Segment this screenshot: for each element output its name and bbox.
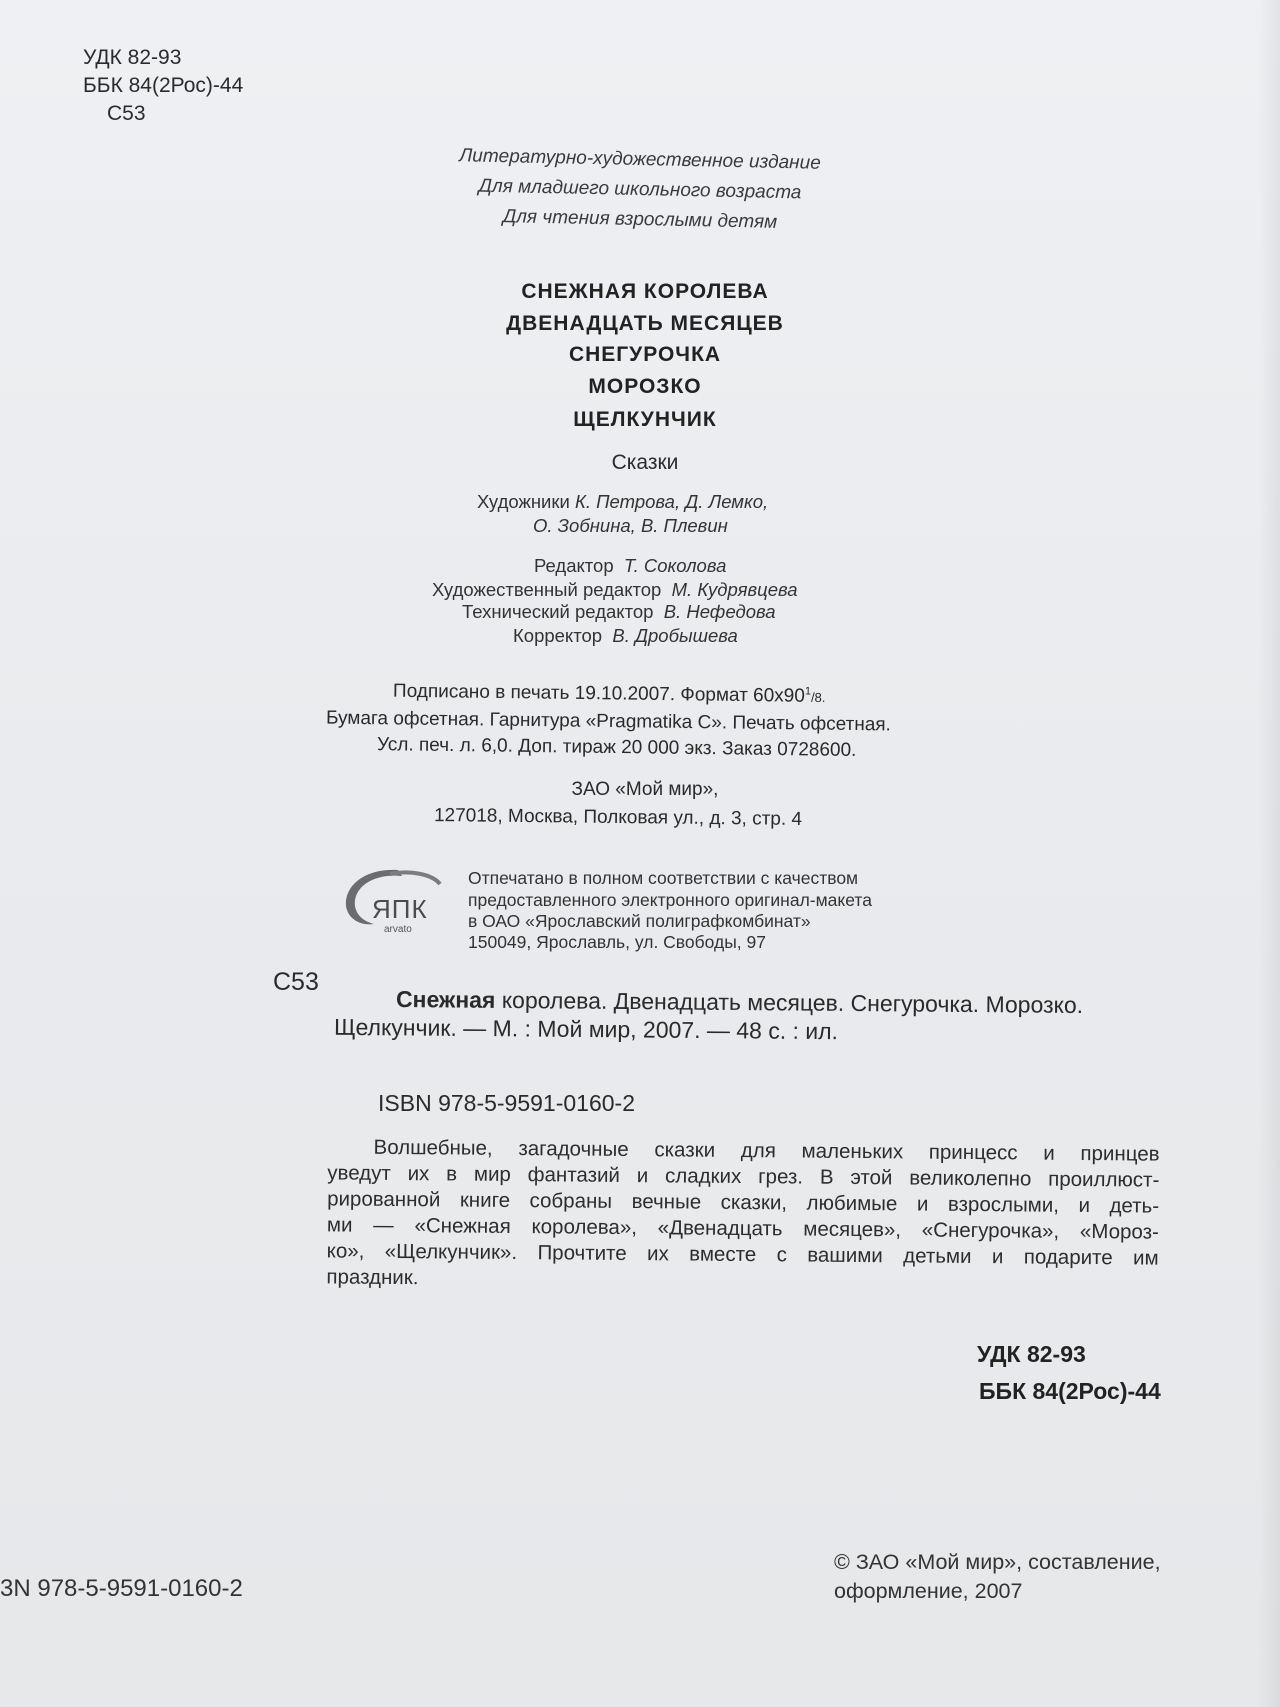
imprint-reading: Для чтения взрослыми детям: [502, 206, 778, 233]
title-snow-queen: СНЕЖНАЯ КОРОЛЕВА: [521, 280, 769, 303]
logo-subtext: arvato: [384, 924, 412, 935]
abstract-line: праздник.: [326, 1265, 419, 1290]
printer-logo: [340, 864, 450, 936]
print-info-line-3: Усл. печ. л. 6,0. Доп. тираж 20 000 экз. Заказ 0728600.: [376, 734, 857, 761]
artists-names-2: О. Зобнина, В. Плевин: [533, 515, 728, 536]
biblio-line-2: Щелкунчик. — М. : Мой мир, 2007. — 48 с. : ил.: [333, 1013, 839, 1045]
title-twelve-months: ДВЕНАДЦАТЬ МЕСЯЦЕВ: [506, 312, 784, 335]
staff-role: Технический редактор: [462, 601, 654, 622]
abstract-line: уведут их в мир фантазий и сладких грез. В этой великолепно проиллюст-: [327, 1161, 1160, 1192]
udk-code-bold: УДК 82-93: [977, 1341, 1086, 1367]
artists-role: Художники: [477, 491, 570, 512]
print-signed: Подписано в печать 19.10.2007. Формат 60х90: [392, 680, 806, 707]
staff-art-editor: [432, 579, 798, 601]
copyright-line-2: оформление, 2007: [834, 1579, 1023, 1603]
staff-name: Т. Соколова: [623, 555, 727, 576]
bbk-code: ББК 84(2Рос)-44: [83, 74, 244, 97]
format-denominator: /8.: [810, 689, 826, 705]
title-nutcracker: ЩЕЛКУНЧИК: [573, 408, 717, 431]
title-morozko: МОРОЗКО: [588, 375, 702, 398]
format-numerator: 1: [804, 685, 812, 698]
publisher-address: 127018, Москва, Полковая ул., д. 3, стр. 4: [433, 805, 803, 830]
biblio-title-rest: королева. Двенадцать месяцев. Снегурочка. Морозко.: [495, 986, 1084, 1018]
page-edge-shadow: [1258, 0, 1280, 1707]
udk-code: УДК 82-93: [83, 46, 182, 69]
printer-line-4: 150049, Ярославль, ул. Свободы, 97: [468, 932, 766, 952]
title-snegurochka: СНЕГУРОЧКА: [568, 343, 722, 366]
biblio-code: С53: [273, 968, 319, 996]
abstract-text: [326, 1134, 1159, 1297]
printer-line-3: в ОАО «Ярославский полиграфкомбинат»: [468, 911, 811, 931]
genre-label: Сказки: [611, 451, 679, 474]
staff-tech-editor: [462, 601, 776, 623]
artists-names-1: К. Петрова, Д. Лемко,: [574, 491, 769, 512]
artists-line-1: [477, 491, 768, 513]
staff-role: Корректор: [513, 625, 603, 646]
author-sign-code: С53: [107, 102, 146, 125]
publisher-name: ЗАО «Мой мир»,: [571, 779, 719, 800]
abstract-line: ко», «Щелкунчик». Прочтите их вместе с вашими детьми и подарите им: [326, 1239, 1159, 1270]
abstract-line: Волшебные, загадочные сказки для маленьких принцесс и принцев: [373, 1135, 1160, 1166]
logo-text: ЯПК: [372, 894, 428, 924]
staff-proofreader: [513, 625, 738, 647]
printer-line-2: предоставленного электронного оригинал-макета: [468, 890, 872, 910]
abstract-line: рированной книге собраны вечные сказки, любимые и взрослыми, и деть-: [327, 1187, 1160, 1218]
bbk-code-bold: ББК 84(2Рос)-44: [979, 1378, 1161, 1404]
staff-name: В. Нефедова: [663, 601, 776, 622]
footer-isbn: 3N 978-5-9591-0160-2: [0, 1575, 243, 1602]
print-info-line-2: Бумага офсетная. Гарнитура «Pragmatika C». Печать офсетная.: [325, 707, 892, 736]
printer-line-1: Отпечатано в полном соответствии с качеством: [468, 868, 859, 888]
imprint-age: Для младшего школьного возраста: [478, 175, 802, 204]
staff-name: В. Дробышева: [612, 625, 738, 646]
copyright-line-1: © ЗАО «Мой мир», составление,: [834, 1550, 1161, 1574]
staff-editor: [534, 555, 726, 577]
staff-name: М. Кудрявцева: [671, 579, 798, 600]
biblio-bold-word: Снежная: [395, 986, 496, 1013]
abstract-line: ми — «Снежная королева», «Двенадцать месяцев», «Снегурочка», «Мороз-: [326, 1213, 1159, 1244]
staff-role: Редактор: [534, 555, 614, 576]
biblio-isbn: ISBN 978-5-9591-0160-2: [378, 1090, 635, 1116]
imprint-literary: Литературно-художественное издание: [459, 145, 821, 174]
staff-role: Художественный редактор: [432, 579, 662, 600]
